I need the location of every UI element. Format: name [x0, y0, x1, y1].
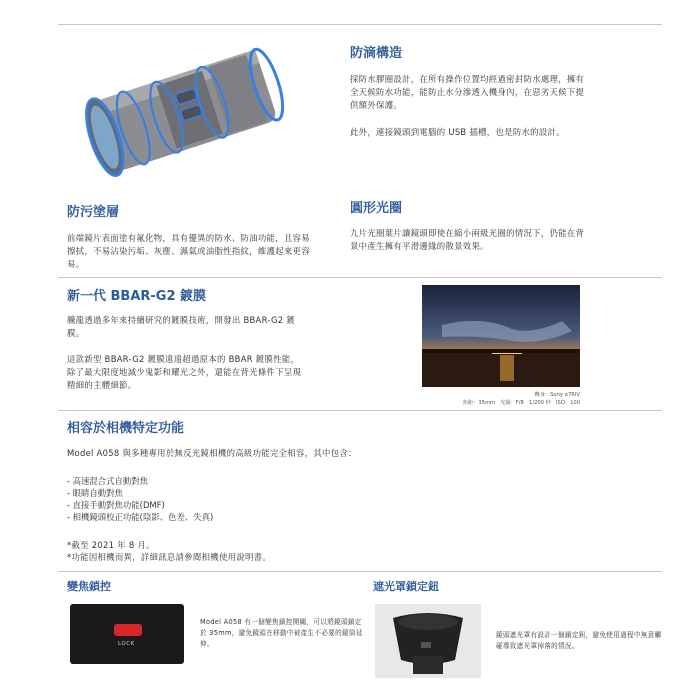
list-item: - 直接手動對焦功能(DMF)	[67, 500, 165, 510]
lenshood-photo	[375, 604, 481, 678]
divider	[58, 571, 662, 572]
sunset-photo	[422, 285, 580, 387]
photo-caption-body: 機身：Sony α7RIV	[534, 392, 580, 398]
lens-weatherseal-image	[70, 34, 300, 184]
lock-switch	[114, 624, 142, 636]
aperture-text: 九片光圈葉片讓鏡頭即使在縮小兩級光圈的情況下，仍能在背景中產生擁有平滑邊緣的散景效果。	[350, 228, 585, 251]
compat-note-1: *截至 2021 年 8 月。	[67, 540, 155, 550]
zoomlock-title: 變焦鎖控	[67, 580, 111, 593]
compat-note-2: *功能因相機而異，詳細訊息請參閱相機使用說明書。	[67, 552, 272, 562]
list-item: - 相機鏡頭校正功能(陰影、色差、失真)	[67, 512, 214, 522]
stain-text: 前端鏡片表面塗有氟化物，具有優異的防水、防油功能，且容易擦拭，不易沾染污垢、灰塵、濕氣或油脂性指紋，維護起來更容易。	[67, 233, 310, 269]
zoomlock-text: Model A058 有一個變焦鎖控開關，可以將鏡頭鎖定於 35mm，避免鏡頭在移動中被產生不必要的鏡筒延伸。	[200, 618, 363, 648]
divider	[58, 24, 662, 25]
zoomlock-photo	[70, 604, 184, 664]
list-item: - 眼睛自動對焦	[67, 488, 123, 498]
lock-label: LOCK	[118, 641, 135, 647]
hoodlock-title: 遮光罩鎖定鈕	[373, 580, 439, 593]
bbar-title: 新一代 BBAR-G2 鍍膜	[67, 289, 207, 304]
aperture-title: 圓形光圈	[350, 201, 403, 216]
hoodlock-text: 鏡頭遮光罩有設計一個鎖定鈕，避免使用過程中無意觸碰導致遮光罩掉落的情況。	[496, 631, 662, 650]
list-item: - 高速混合式自動對焦	[67, 476, 149, 486]
bbar-paragraph-2: 這款新型 BBAR-G2 鍍膜遠遠超過原本的 BBAR 鍍膜性能，除了最大限度地減少鬼影和耀光之外，還能在背光條件下呈現精細的主體細節。	[67, 354, 302, 390]
compat-feature-list	[67, 475, 213, 523]
water-paragraph-1: 採防水膠圈設計，在所有操作位置均經過密封防水處理，擁有全天候防水功能，能防止水分滲透入機身內，在惡劣天候下提供額外保護。	[350, 74, 585, 110]
divider	[58, 410, 662, 411]
stain-title: 防污塗層	[67, 205, 120, 220]
compat-title: 相容於相機特定功能	[67, 421, 185, 436]
water-title: 防滴構造	[350, 46, 403, 61]
bbar-paragraph-1: 騰龍透過多年來持續研究的鍍膜技術，開發出 BBAR-G2 鍍膜。	[67, 315, 296, 338]
photo-caption-settings: 焦距：35mm 光圈：F/8 1/200 秒 ISO：100	[462, 400, 580, 406]
water-paragraph-2: 此外，連接鏡頭到電腦的 USB 插槽，也是防水的設計。	[350, 127, 565, 137]
divider	[58, 277, 662, 278]
compat-intro: Model A058 與多種專用於無反光鏡相機的高級功能完全相容，其中包含：	[67, 448, 357, 458]
